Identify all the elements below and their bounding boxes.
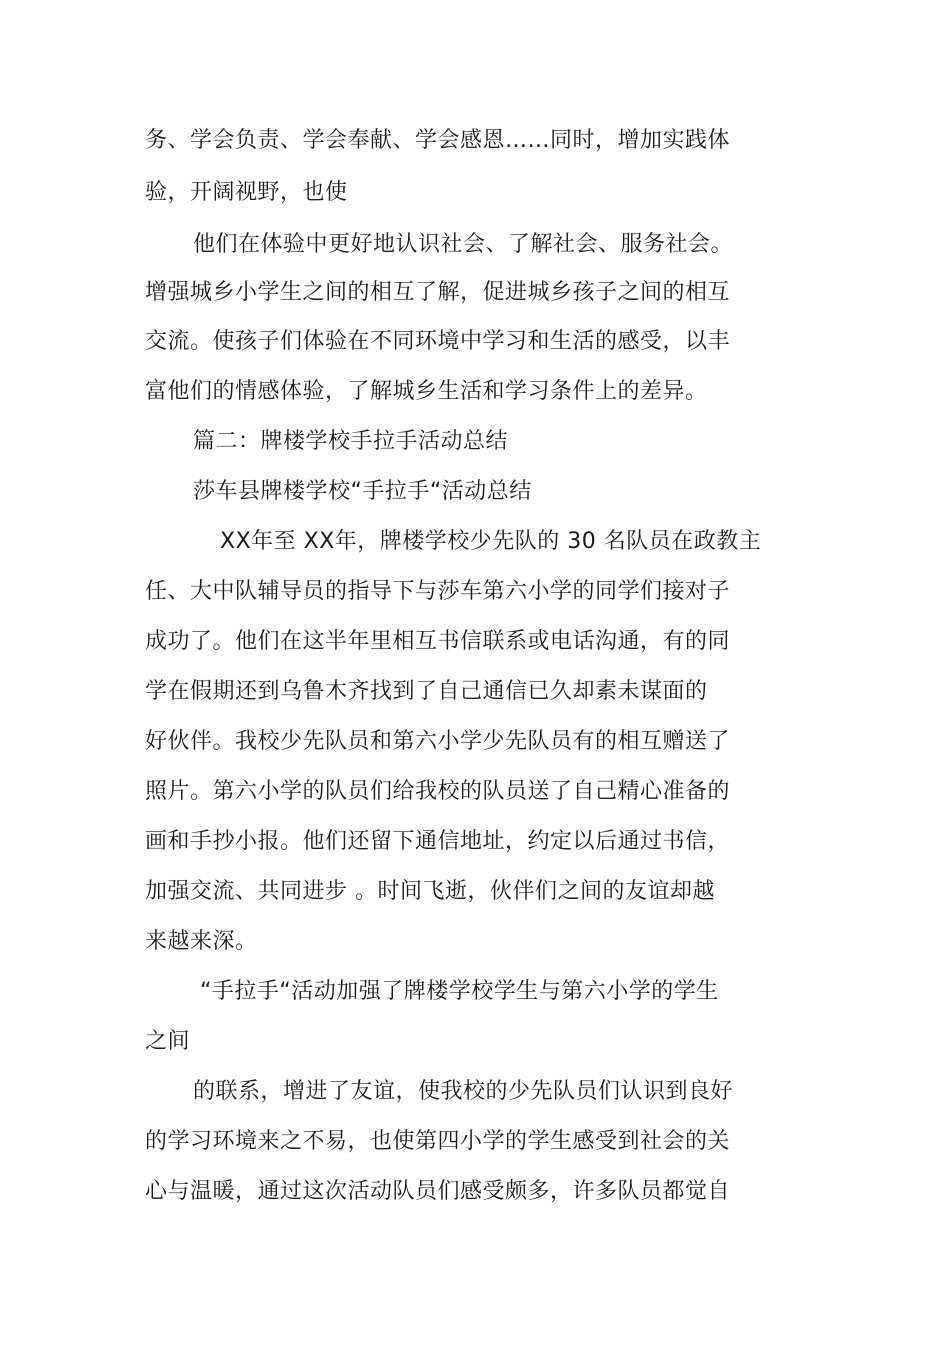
text-line: 心与温暖，通过这次活动队员们感受颇多，许多队员都觉自 bbox=[145, 1179, 731, 1204]
text-line: 增强城乡小学生之间的相互了解，促进城乡孩子之间的相互 bbox=[145, 280, 731, 305]
text-line: 好伙伴。我校少先队员和第六小学少先队员有的相互赠送了 bbox=[145, 729, 731, 754]
text-line: 的学习环境来之不易，也使第四小学的学生感受到社会的关 bbox=[145, 1129, 731, 1154]
text-line: 交流。使孩子们体验在不同环境中学习和生活的感受，以丰 bbox=[145, 329, 731, 354]
text-line: 之间 bbox=[145, 1029, 191, 1054]
text-line: 任、大中队辅导员的指导下与莎车第六小学的同学们接对子 bbox=[145, 579, 731, 604]
document-title: 莎车县牌楼学校“手拉手“活动总结 bbox=[193, 479, 532, 504]
text-line: 务、学会负责、学会奉献、学会感恩……同时，增加实践体 bbox=[145, 128, 731, 153]
text-line: 学在假期还到乌鲁木齐找到了自己通信已久却素未谋面的 bbox=[145, 679, 708, 704]
section-heading: 篇二：牌楼学校手拉手活动总结 bbox=[193, 429, 509, 454]
text-line: 成功了。他们在这半年里相互书信联系或电话沟通，有的同 bbox=[145, 629, 731, 654]
text-line: 加强交流、共同进步 。时间飞逝，伙伴们之间的友谊却越 bbox=[145, 879, 715, 904]
text-line: 照片。第六小学的队员们给我校的队员送了自己精心准备的 bbox=[145, 779, 731, 804]
text-line: 来越来深。 bbox=[145, 929, 258, 954]
text-line: 富他们的情感体验，了解城乡生活和学习条件上的差异。 bbox=[145, 379, 708, 404]
text-line: 的联系，增进了友谊，使我校的少先队员们认识到良好 bbox=[193, 1079, 734, 1104]
text-line: 他们在体验中更好地认识社会、了解社会、服务社会。 bbox=[193, 232, 734, 257]
text-line: “手拉手“活动加强了牌楼学校学生与第六小学的学生 bbox=[200, 979, 719, 1004]
text-line: 验，开阔视野，也使 bbox=[145, 180, 348, 205]
text-line: XX年至 XX年，牌楼学校少先队的 30 名队员在政教主 bbox=[220, 529, 762, 554]
text-line: 画和手抄小报。他们还留下通信地址，约定以后通过书信， bbox=[145, 829, 731, 854]
